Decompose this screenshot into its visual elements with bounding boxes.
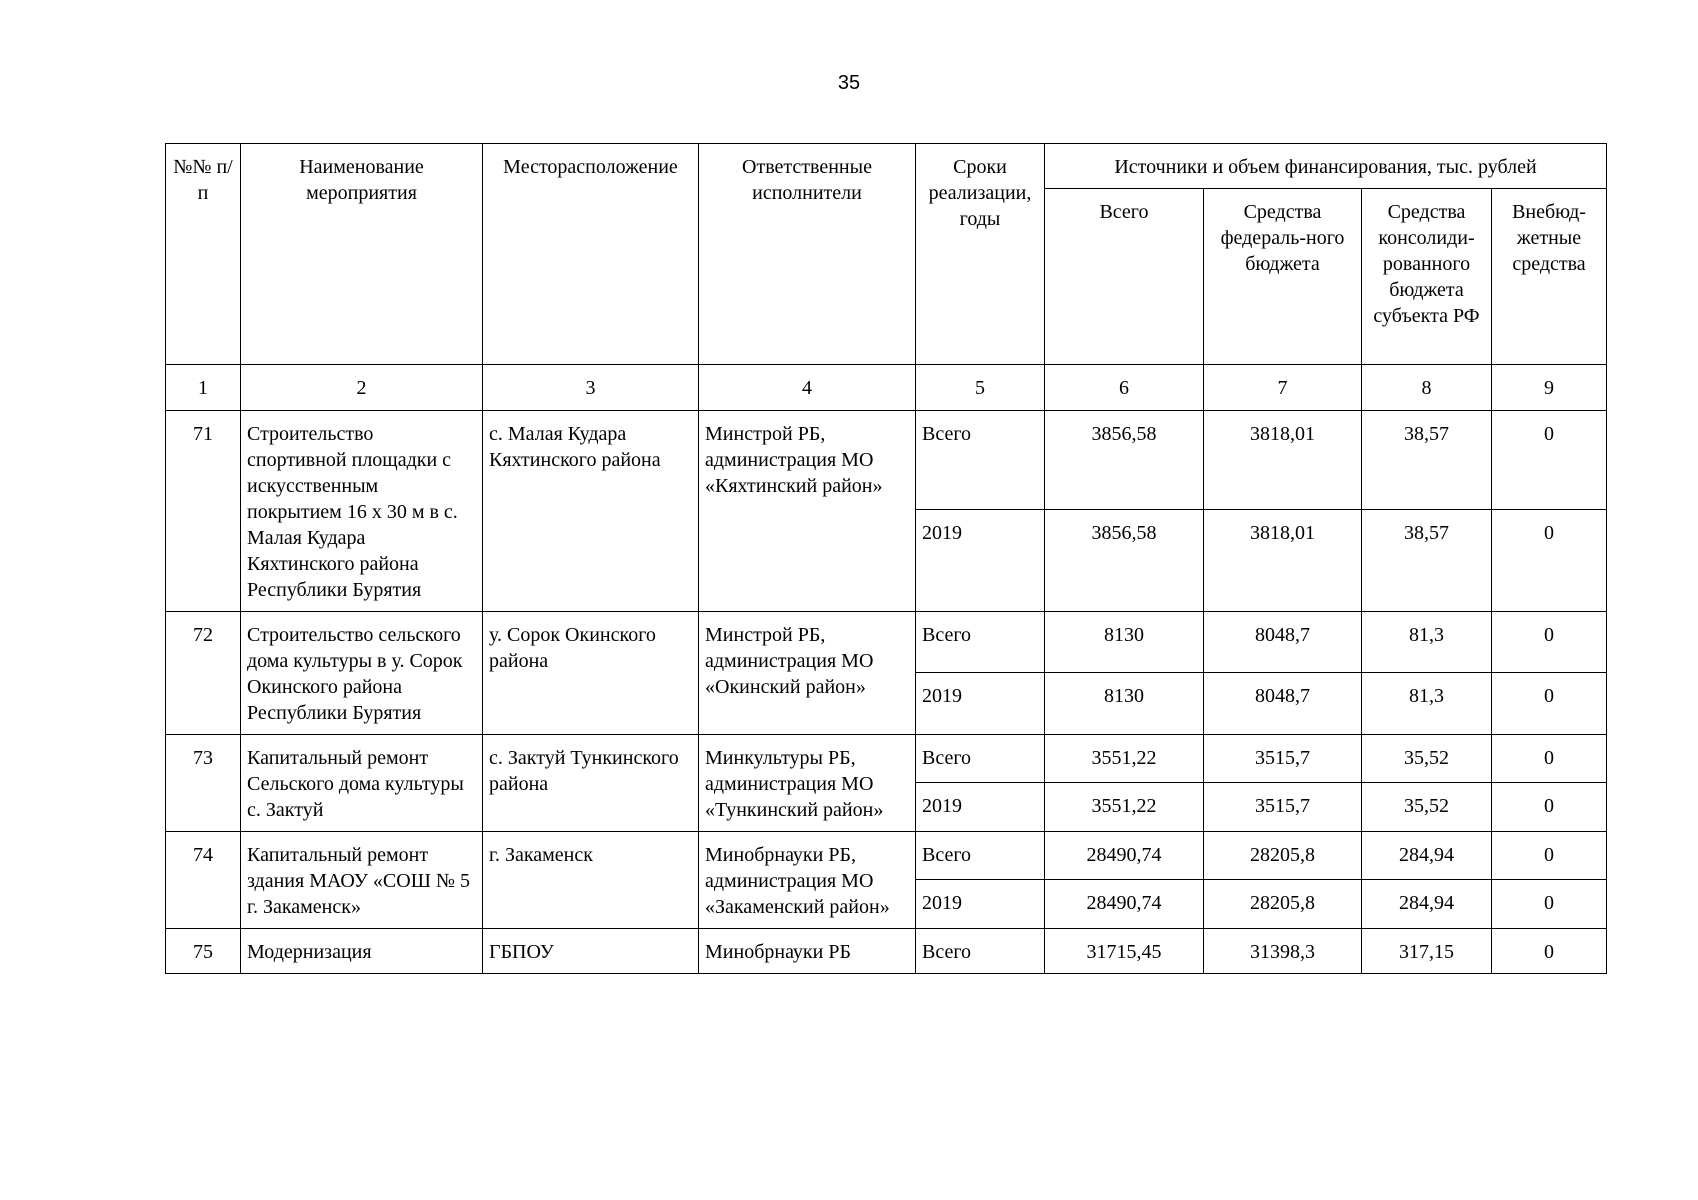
cell-total: 8130 xyxy=(1045,612,1204,673)
cell-number: 71 xyxy=(166,411,241,612)
table-row xyxy=(166,612,1607,673)
cell-total: 28490,74 xyxy=(1045,832,1204,880)
cell-number: 75 xyxy=(166,929,241,974)
header-num: №№ п/п xyxy=(166,144,241,365)
cell-period: Всего xyxy=(916,612,1045,673)
cell-extra: 0 xyxy=(1492,735,1607,783)
cell-regional: 81,3 xyxy=(1362,672,1492,734)
cell-responsible: Минкультуры РБ, администрация МО «Тункинский район» xyxy=(699,735,916,832)
cell-period: 2019 xyxy=(916,879,1045,928)
cell-extra: 0 xyxy=(1492,411,1607,510)
cell-federal: 3818,01 xyxy=(1204,510,1362,612)
cell-regional: 35,52 xyxy=(1362,782,1492,831)
cell-federal: 8048,7 xyxy=(1204,672,1362,734)
header-responsible: Ответственные исполнители xyxy=(699,144,916,365)
cell-total: 3856,58 xyxy=(1045,411,1204,510)
table-row xyxy=(166,735,1607,783)
cell-number: 72 xyxy=(166,612,241,735)
header-federal: Средства федераль-ного бюджета xyxy=(1204,189,1362,365)
cell-name: Строительство спортивной площадки с искусственным покрытием 16 х 30 м в с. Малая Кудара Кяхтинского района Республики Бурятия xyxy=(241,411,483,612)
cell-total: 3856,58 xyxy=(1045,510,1204,612)
cell-number: 73 xyxy=(166,735,241,832)
cell-federal: 3515,7 xyxy=(1204,782,1362,831)
cell-location: у. Сорок Окинского района xyxy=(483,612,699,735)
cell-federal: 28205,8 xyxy=(1204,879,1362,928)
cell-total: 3551,22 xyxy=(1045,782,1204,831)
cell-total: 8130 xyxy=(1045,672,1204,734)
cell-number: 74 xyxy=(166,832,241,929)
cell-period: Всего xyxy=(916,929,1045,974)
column-number: 1 xyxy=(166,365,241,411)
cell-name: Строительство сельского дома культуры в у. Сорок Окинского района Республики Бурятия xyxy=(241,612,483,735)
cell-regional: 35,52 xyxy=(1362,735,1492,783)
cell-regional: 317,15 xyxy=(1362,929,1492,974)
cell-extra: 0 xyxy=(1492,510,1607,612)
cell-period: 2019 xyxy=(916,672,1045,734)
cell-responsible: Минобрнауки РБ xyxy=(699,929,916,974)
header-period: Сроки реализации, годы xyxy=(916,144,1045,365)
cell-federal: 8048,7 xyxy=(1204,612,1362,673)
column-number: 5 xyxy=(916,365,1045,411)
cell-location: с. Зактуй Тункинского района xyxy=(483,735,699,832)
cell-regional: 81,3 xyxy=(1362,612,1492,673)
cell-federal: 3818,01 xyxy=(1204,411,1362,510)
header-funding-group: Источники и объем финансирования, тыс. рублей xyxy=(1045,144,1607,189)
cell-total: 31715,45 xyxy=(1045,929,1204,974)
cell-total: 3551,22 xyxy=(1045,735,1204,783)
header-location: Месторасположение xyxy=(483,144,699,365)
cell-name: Модернизация xyxy=(241,929,483,974)
cell-total: 28490,74 xyxy=(1045,879,1204,928)
cell-extra: 0 xyxy=(1492,782,1607,831)
cell-period: Всего xyxy=(916,832,1045,880)
cell-location: ГБПОУ xyxy=(483,929,699,974)
cell-location: с. Малая Кудара Кяхтинского района xyxy=(483,411,699,612)
cell-extra: 0 xyxy=(1492,832,1607,880)
cell-regional: 38,57 xyxy=(1362,510,1492,612)
cell-regional: 38,57 xyxy=(1362,411,1492,510)
cell-federal: 3515,7 xyxy=(1204,735,1362,783)
cell-name: Капитальный ремонт здания МАОУ «СОШ № 5 г. Закаменск» xyxy=(241,832,483,929)
cell-federal: 28205,8 xyxy=(1204,832,1362,880)
column-number: 8 xyxy=(1362,365,1492,411)
column-number: 7 xyxy=(1204,365,1362,411)
cell-period: 2019 xyxy=(916,510,1045,612)
cell-extra: 0 xyxy=(1492,879,1607,928)
cell-period: 2019 xyxy=(916,782,1045,831)
cell-responsible: Минстрой РБ, администрация МО «Окинский район» xyxy=(699,612,916,735)
column-number: 6 xyxy=(1045,365,1204,411)
cell-regional: 284,94 xyxy=(1362,832,1492,880)
table-row xyxy=(166,832,1607,880)
header-extra: Внебюд-жетные средства xyxy=(1492,189,1607,365)
column-number-row xyxy=(166,365,1607,411)
cell-federal: 31398,3 xyxy=(1204,929,1362,974)
column-number: 2 xyxy=(241,365,483,411)
header-row xyxy=(166,144,1607,189)
cell-extra: 0 xyxy=(1492,929,1607,974)
cell-extra: 0 xyxy=(1492,612,1607,673)
page-number: 35 xyxy=(837,72,861,94)
cell-extra: 0 xyxy=(1492,672,1607,734)
cell-regional: 284,94 xyxy=(1362,879,1492,928)
cell-responsible: Минобрнауки РБ, администрация МО «Закаменский район» xyxy=(699,832,916,929)
column-number: 3 xyxy=(483,365,699,411)
cell-period: Всего xyxy=(916,411,1045,510)
header-name: Наименование мероприятия xyxy=(241,144,483,365)
header-regional: Средства консолиди-рованного бюджета субъекта РФ xyxy=(1362,189,1492,365)
cell-responsible: Минстрой РБ, администрация МО «Кяхтинский район» xyxy=(699,411,916,612)
funding-table xyxy=(165,143,1607,974)
cell-period: Всего xyxy=(916,735,1045,783)
column-number: 4 xyxy=(699,365,916,411)
table-row xyxy=(166,411,1607,510)
table-row xyxy=(166,929,1607,974)
column-number: 9 xyxy=(1492,365,1607,411)
header-total: Всего xyxy=(1045,189,1204,365)
cell-location: г. Закаменск xyxy=(483,832,699,929)
cell-name: Капитальный ремонт Сельского дома культуры с. Зактуй xyxy=(241,735,483,832)
